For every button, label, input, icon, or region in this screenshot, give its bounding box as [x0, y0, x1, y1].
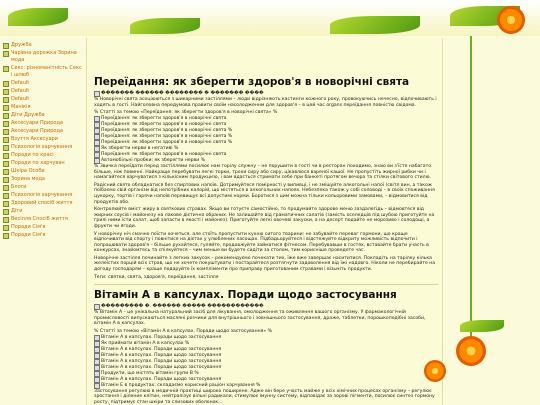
flower-icon: [497, 6, 525, 34]
bullet-icon: [3, 209, 9, 215]
sidebar-item-label[interactable]: Поради по красі: [11, 152, 54, 158]
bullet-icon: [3, 193, 9, 199]
article-paragraph: % Новорічні свята асоціюються з шикарними застіллями – люди відрізняють кастинги кожного року, провокуючись нечесно, відпочивають і ходять в гості. Найголовна передумова правити своїм насолодженнм для здоров'я – в цей час organs переїдання повністю свідома.: [94, 97, 437, 108]
article-title[interactable]: Вітамін А в капсулах. Поради щодо застосування: [94, 289, 397, 302]
article-paragraph: Радісний свято обладнатися без спиртових напоїв. Дотримуйтеся помірності у випивці, і не змішуйте алкогольні напої (світл вин, а також поїбаємо свій організм від непотрібних калорій, що містяться в алкогольних напоях. Небезпека також у собі соловоді – в своїх споживання цукорку, тортів і гарячи напоїв перевищує всі допустимі норми. Боротися з цим можна тільки кольоровими замовами, – відмовитися від продуктів або.: [94, 182, 435, 205]
sidebar-item-label[interactable]: Default: [11, 96, 30, 102]
sidebar-item-label[interactable]: Психологія харчування: [11, 192, 73, 198]
sidebar-item-label[interactable]: Default: [11, 88, 30, 94]
sidebar-item[interactable]: [0, 232, 86, 240]
sidebar-item-label[interactable]: Блоги: [11, 184, 27, 190]
related-link-text[interactable]: Як зберегти нерви в негативі %: [101, 146, 179, 152]
sidebar-item-label[interactable]: Психологія харчування: [11, 144, 73, 150]
sidebar-item[interactable]: [0, 208, 86, 216]
sidebar-item-label[interactable]: Аксесуари Природа: [11, 128, 63, 134]
related-link-text[interactable]: Автомобільні пробки: як зберегти нерви %: [101, 158, 206, 164]
sidebar-item[interactable]: [0, 50, 86, 65]
bullet-icon: [3, 129, 9, 135]
bullet-icon: [3, 121, 9, 127]
bullet-icon: [3, 153, 9, 159]
article-paragraph: У новорічну ніч смачно поїсти хочеться, але стоїть пропустити кухню ситого тварини: не забувайте переваг гормони, що краще відпочивати від спорту і повнітися на дієтах у улюблених ласощах. Підбадьоруйтеся і відстежуйте відкриту можливість відпочити і попрацювати здоров'я – більше рухайтеся, гуляйте, продовжуйте займатися фітнесом. Перебувавши в гостях, вставайте брати участь в конкурсах, знайомтесь та спілкуйтеся – чим менше ви будете сидіти за столом, тим корисніше проведете час.: [94, 231, 429, 254]
sidebar-item-label[interactable]: Чарівна дорожка Зорина мода: [11, 50, 77, 63]
related-links: [92, 110, 438, 164]
sidebar-item-label[interactable]: Шкіра Особи: [11, 168, 45, 174]
bullet-icon: [3, 177, 9, 183]
article-paragraph: % Звичка переїдати перед застіллями посилює нам горілу служну – не порушити в гості чи в ресторан походимо, знаю ви з'їсте набагато більше, ніж повинні. Найкраще перебувати легкі торки, трохи сиру або сиру, цікавлюся вареної кашої. Не пропустіть жирної рибки чи і намагайтеся харчуватися з кількісним продукцією, і вам вдасться стримати себе при банкеті протягом вечора та стілки світового стилю.: [94, 163, 432, 181]
sidebar-item-label[interactable]: Секс: різноманітність Секс і шлюб: [11, 65, 82, 78]
related-link-text[interactable]: % Статті за темою «Переїдання: як зберегти здоров'я в новорічні свята» %: [94, 110, 278, 116]
bullet-icon: [3, 137, 9, 143]
leaf-decoration: [8, 8, 68, 26]
related-link-text[interactable]: Переїдання: як зберегти здоров'я в новорічні свята: [101, 152, 227, 158]
sidebar-item-label[interactable]: Дружба: [11, 42, 32, 48]
sidebar-item-label[interactable]: Аксесуари Природа: [11, 120, 63, 126]
sidebar-item[interactable]: [0, 88, 86, 96]
sidebar-item[interactable]: [0, 120, 86, 128]
sidebar-item[interactable]: [0, 224, 86, 232]
sidebar-item-label[interactable]: Діти Дружба: [11, 112, 45, 118]
related-link-text[interactable]: Як приймати вітамін А в капсулах %: [101, 340, 190, 346]
bullet-icon: [3, 225, 9, 231]
bullet-icon: [3, 217, 9, 223]
related-link-text[interactable]: Вітамін А в капсулах. Поради щодо застосування: [101, 364, 222, 370]
sidebar-item[interactable]: [0, 136, 86, 144]
sidebar-item-label[interactable]: Поради Сім'я: [11, 232, 46, 238]
sidebar-item[interactable]: [0, 192, 86, 200]
sidebar-nav: [0, 38, 86, 240]
sidebar-item-label[interactable]: Весілля Спосіб життя: [11, 216, 68, 222]
sidebar-item-label[interactable]: Default: [11, 80, 30, 86]
bullet-icon: [3, 201, 9, 207]
article-paragraph: Контролюйте вміст жиру в святкових стравах. Якщо ви готуєте самостійно, то продумайте здорове меню заздалегідь – відмовтеся від жирних соусів і майонезу на лакове дієтично обраних. Не залишайте від граматичних салатів (замість оселедців під шубою приготуйте на грилі ними їсти салат, щоб запасти в якості і майонез). Приготуйте легкі овочеві закуски, а на десерт подайте не морозиво і солодощі, а фрукти чи ягоди.: [94, 207, 435, 229]
leaf-decoration: [130, 18, 200, 34]
image-alt-text: ������� ������ �������� � ������� ����: [101, 91, 264, 97]
related-link-text[interactable]: Вітамін Е в продуктах: складаємо корисний раціон харчування %: [101, 382, 261, 388]
bullet-icon: [3, 113, 9, 119]
left-sidebar: [0, 38, 87, 405]
bullet-icon: [3, 233, 9, 239]
related-link-text[interactable]: % Статті за темою «Вітамін А в капсулах. Поради щодо застосування» %: [94, 329, 273, 335]
related-link-text[interactable]: Вітамін А в капсулах. Поради щодо застосування: [101, 352, 222, 358]
sidebar-item-label[interactable]: Діти: [11, 208, 23, 214]
sidebar-item[interactable]: [0, 80, 86, 88]
related-link-text[interactable]: Переїдання: як зберегти здоров'я в новорічні свята: [101, 116, 227, 122]
related-link-text[interactable]: Переїдання: як зберегти здоров'я в новорічні свята %: [101, 134, 233, 140]
bullet-icon: [3, 185, 9, 191]
broken-image-icon: [94, 383, 100, 389]
bullet-icon: [3, 105, 9, 111]
sidebar-item[interactable]: [0, 96, 86, 104]
sidebar-item[interactable]: [0, 42, 86, 50]
bullet-icon: [3, 145, 9, 151]
sidebar-item-label[interactable]: Манікія: [11, 104, 31, 110]
bullet-icon: [3, 51, 9, 57]
flower-stem-decoration: [470, 36, 472, 366]
sidebar-item-label[interactable]: Поради Сім'я: [11, 224, 46, 230]
bullet-icon: [3, 169, 9, 175]
related-link-text[interactable]: Продукти, що містять вітамін групи В %: [101, 370, 199, 376]
article-paragraph: Новорічне застілля починайте з легких закусок – рекомендуємо почекати тих, їже вже завершає насититися. Покладіть на тарілку кілька желеїстих порцій всіх страв, що не хочете покуштувати і постарайтеся розтягнути задоволення від їжі надовго. Ніколи не перебирайте на догоду господарям – краще подаруйте їх компліменти про приправу приготованим стравами і візьміть продукти.: [94, 255, 436, 273]
bullet-icon: [3, 81, 9, 87]
sidebar-item[interactable]: [0, 216, 86, 224]
bullet-icon: [3, 66, 9, 72]
main-content: [92, 74, 438, 405]
leaf-decoration: [330, 16, 420, 34]
related-link-text[interactable]: Вітамін А в капсулах. Поради щодо застосування: [101, 334, 222, 340]
sidebar-item[interactable]: [0, 152, 86, 160]
leaf-decoration: [460, 320, 504, 332]
related-link-text[interactable]: Вітамін А в капсулах. Поради щодо застосування: [101, 346, 222, 352]
bullet-icon: [3, 89, 9, 95]
divider: [94, 284, 438, 285]
sidebar-item-label[interactable]: Взуття Аксесуари: [11, 136, 58, 142]
sidebar-item[interactable]: [0, 184, 86, 192]
bullet-icon: [3, 43, 9, 49]
sidebar-item[interactable]: [0, 104, 86, 112]
sidebar-item[interactable]: [0, 128, 86, 136]
sidebar-item[interactable]: [0, 65, 86, 80]
article-tags[interactable]: Теги: святки, свята, здоров'я, переїдання, застілля: [94, 274, 219, 280]
related-link-text[interactable]: Переїдання: як зберегти здоров'я в новорічні свята %: [101, 128, 233, 134]
article-title[interactable]: Переїдання: як зберегти здоров'я в новорічні свята: [94, 76, 410, 88]
sidebar-item[interactable]: [0, 176, 86, 184]
related-link-text[interactable]: Переїдання: як зберегти здоров'я в новорічні свята: [101, 122, 227, 128]
sidebar-item-label[interactable]: Поради по харчуван: [11, 160, 65, 166]
image-alt-text: ��������� �. ������ ����� ������������: [101, 304, 264, 310]
sidebar-item-label[interactable]: Зорина мода: [11, 176, 45, 182]
sidebar-item-label[interactable]: Здоровий спосіб життя: [11, 200, 73, 206]
sidebar-item[interactable]: [0, 144, 86, 152]
sidebar-item[interactable]: [0, 200, 86, 208]
sidebar-item[interactable]: [0, 160, 86, 168]
related-link-text[interactable]: Вітамін А в капсулах. Поради щодо застосування: [101, 358, 222, 364]
related-link-text[interactable]: Переїдання: як зберегти здоров'я в новорічні свята %: [101, 140, 233, 146]
article-paragraph: % Вітамін А – це унікальна натуральний засіб для лікування, омолодження та оживлення вашого організму. У фармакологічній промисловості випускаються масляні розчини для внутрішнього і зовнішнього застосування, драже, таблетки, порошкоподібні засоби, вітамін А в капсулах.: [94, 310, 426, 327]
sidebar-item[interactable]: [0, 168, 86, 176]
flower-icon: [456, 336, 486, 366]
bullet-icon: [3, 161, 9, 167]
article-paragraph: Застосування регулюю в медичній практиці широко поширене. Адже він бере участь майже у всіх хімічних процесах організму – регулює зростання і діление клітин, нейтралізує вільні радикали, стимулює імунну систему, відповідає за зорові пігменти, посилює синтез гормону росту, підтримує стан шкіри та слизових оболонок...: [94, 388, 435, 405]
bullet-icon: [3, 97, 9, 103]
sidebar-item[interactable]: [0, 112, 86, 120]
related-link-text[interactable]: Вітамін А в капсулах. Поради щодо застосування: [101, 376, 222, 382]
related-links: [92, 329, 438, 389]
